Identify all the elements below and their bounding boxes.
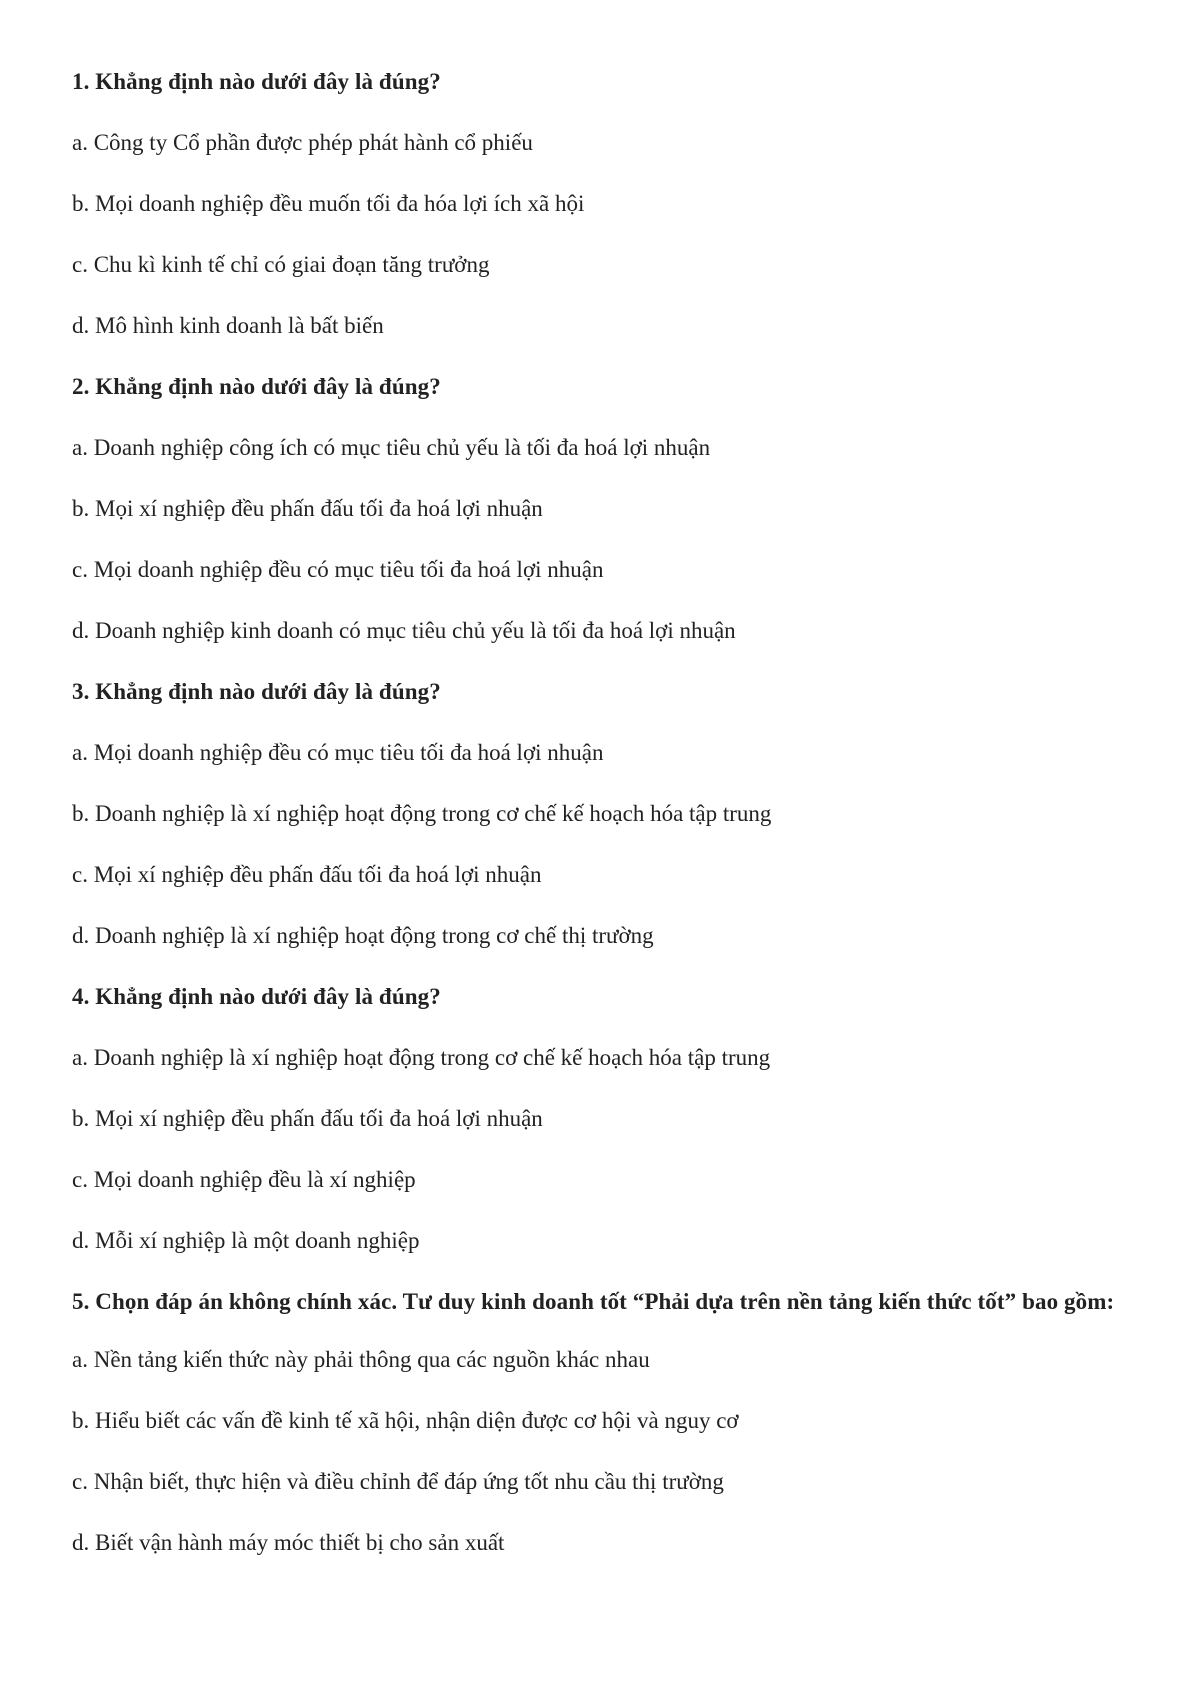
question-title: 2. Khẳng định nào dưới đây là đúng? bbox=[72, 374, 441, 399]
option-d: d. Doanh nghiệp kinh doanh có mục tiêu chủ yếu là tối đa hoá lợi nhuận bbox=[72, 618, 736, 643]
option-d: d. Doanh nghiệp là xí nghiệp hoạt động trong cơ chế thị trường bbox=[72, 923, 654, 948]
option-a: a. Nền tảng kiến thức này phải thông qua các nguồn khác nhau bbox=[72, 1347, 650, 1372]
option-b: b. Hiểu biết các vấn đề kinh tế xã hội, nhận diện được cơ hội và nguy cơ bbox=[72, 1408, 739, 1433]
question-title: 5. Chọn đáp án không chính xác. Tư duy kinh doanh tốt “Phải dựa trên nền tảng kiến thức tốt” bao gồm: bbox=[72, 1289, 1115, 1314]
option-c: c. Chu kì kinh tế chỉ có giai đoạn tăng trưởng bbox=[72, 252, 490, 277]
option-b: b. Mọi xí nghiệp đều phấn đấu tối đa hoá lợi nhuận bbox=[72, 1106, 543, 1131]
question-title: 3. Khẳng định nào dưới đây là đúng? bbox=[72, 679, 441, 704]
option-c: c. Nhận biết, thực hiện và điều chỉnh để đáp ứng tốt nhu cầu thị trường bbox=[72, 1469, 724, 1494]
option-a: a. Công ty Cổ phần được phép phát hành cổ phiếu bbox=[72, 130, 533, 155]
option-c: c. Mọi doanh nghiệp đều là xí nghiệp bbox=[72, 1167, 416, 1192]
option-b: b. Doanh nghiệp là xí nghiệp hoạt động trong cơ chế kế hoạch hóa tập trung bbox=[72, 801, 772, 826]
question-title: 1. Khẳng định nào dưới đây là đúng? bbox=[72, 69, 441, 94]
option-d: d. Mỗi xí nghiệp là một doanh nghiệp bbox=[72, 1228, 420, 1253]
option-c: c. Mọi xí nghiệp đều phấn đấu tối đa hoá lợi nhuận bbox=[72, 862, 542, 887]
option-a: a. Doanh nghiệp công ích có mục tiêu chủ yếu là tối đa hoá lợi nhuận bbox=[72, 435, 711, 460]
option-a: a. Doanh nghiệp là xí nghiệp hoạt động trong cơ chế kế hoạch hóa tập trung bbox=[72, 1045, 771, 1070]
option-d: d. Biết vận hành máy móc thiết bị cho sản xuất bbox=[72, 1530, 505, 1555]
question-4 bbox=[72, 983, 1136, 1255]
option-d: d. Mô hình kinh doanh là bất biến bbox=[72, 313, 384, 338]
option-b: b. Mọi doanh nghiệp đều muốn tối đa hóa lợi ích xã hội bbox=[72, 191, 585, 216]
option-b: b. Mọi xí nghiệp đều phấn đấu tối đa hoá lợi nhuận bbox=[72, 496, 543, 521]
question-2 bbox=[72, 373, 1136, 645]
option-c: c. Mọi doanh nghiệp đều có mục tiêu tối đa hoá lợi nhuận bbox=[72, 557, 604, 582]
question-3 bbox=[72, 678, 1136, 950]
question-1 bbox=[72, 68, 1136, 340]
question-title: 4. Khẳng định nào dưới đây là đúng? bbox=[72, 984, 441, 1009]
question-5 bbox=[72, 1288, 1136, 1557]
option-a: a. Mọi doanh nghiệp đều có mục tiêu tối đa hoá lợi nhuận bbox=[72, 740, 604, 765]
